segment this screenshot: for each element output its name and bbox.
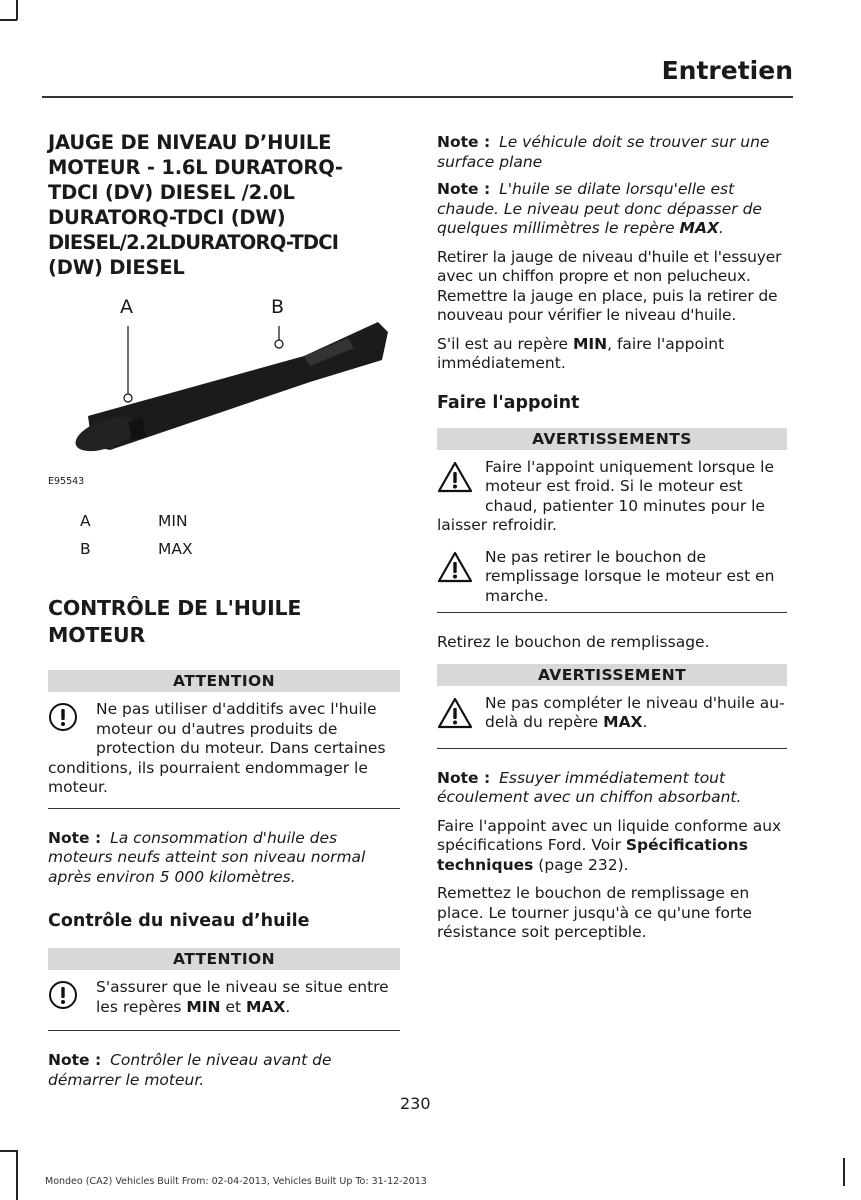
figure-label-a: A bbox=[120, 296, 133, 318]
heading-line: MOTEUR bbox=[48, 623, 146, 647]
caution-circle-icon bbox=[48, 980, 88, 1020]
attention-body bbox=[48, 700, 400, 798]
attention-body bbox=[48, 978, 400, 1020]
figure-label-b: B bbox=[271, 296, 285, 318]
crop-mark bbox=[0, 1150, 17, 1152]
attention-divider bbox=[48, 808, 400, 809]
legend-value: MIN bbox=[158, 512, 188, 530]
subheading-topping-up: Faire l'appoint bbox=[437, 392, 580, 413]
crop-mark bbox=[16, 0, 18, 20]
text-run: . bbox=[285, 997, 291, 1016]
attention-box bbox=[48, 948, 400, 1031]
heading-line: CONTRÔLE DE L'HUILE bbox=[48, 596, 302, 620]
paragraph: Retirez le bouchon de remplissage. bbox=[437, 633, 710, 651]
warning-divider bbox=[437, 748, 787, 749]
note bbox=[437, 133, 787, 172]
note-label: Note : bbox=[48, 828, 102, 847]
note-label: Note : bbox=[437, 133, 491, 151]
note-label: Note : bbox=[437, 768, 491, 787]
paragraph: Retirer la jauge de niveau d'huile et l'essuyer avec un chiffon propre et non pelucheux. Remettre la jauge en place, puis la retirer de nouveau pour vérifier le niveau d'huile. bbox=[437, 247, 782, 324]
attention-band: ATTENTION bbox=[48, 948, 400, 970]
note-text: Essuyer immédiatement tout écoulement avec un chiffon absorbant. bbox=[437, 768, 742, 806]
legend-key: B bbox=[80, 540, 91, 558]
legend-value: MAX bbox=[158, 540, 193, 558]
note bbox=[48, 1051, 400, 1090]
note bbox=[437, 180, 787, 239]
keyword-min: MIN bbox=[572, 334, 608, 353]
right-column bbox=[437, 133, 787, 943]
heading-line: DURATORQ-TDCI (DW) bbox=[48, 206, 286, 229]
note-text: Le véhicule doit se trouver sur une surface plane bbox=[437, 133, 770, 171]
legend-row bbox=[48, 511, 400, 531]
note bbox=[437, 769, 787, 808]
attention-band: ATTENTION bbox=[48, 670, 400, 692]
warning-box bbox=[437, 664, 787, 749]
dipstick-illustration bbox=[48, 304, 400, 499]
note-text: L'huile se dilate lorsqu'elle est chaude. Le niveau peut donc dépasser de quelques millimètres le repère bbox=[437, 180, 762, 237]
section-heading-oil-check bbox=[48, 595, 400, 649]
keyword-max: MAX bbox=[603, 713, 643, 731]
keyword-min: MIN bbox=[186, 997, 221, 1016]
heading-line: (DW) DIESEL bbox=[48, 256, 185, 279]
warning-text: Ne pas retirer le bouchon de remplissage lorsque le moteur est en marche. bbox=[485, 547, 775, 605]
crop-mark bbox=[0, 19, 17, 21]
warning-triangle-icon bbox=[437, 550, 477, 590]
text-run: Ne pas compléter le niveau d'huile au-delà du repère bbox=[485, 693, 785, 731]
crop-mark bbox=[16, 1150, 18, 1200]
dipstick-figure bbox=[48, 296, 400, 499]
left-column bbox=[48, 130, 400, 1090]
warning-triangle-icon bbox=[437, 460, 477, 500]
heading-line: MOTEUR - 1.6L DURATORQ- bbox=[48, 156, 343, 179]
caution-circle-icon bbox=[48, 702, 88, 742]
attention-box bbox=[48, 670, 400, 809]
text-run: , faire l'appoint immédiatement. bbox=[437, 334, 725, 372]
warning-triangle-icon bbox=[437, 696, 477, 736]
page-title: Entretien bbox=[661, 56, 793, 85]
warning-item bbox=[437, 458, 787, 536]
section-heading-dipstick bbox=[48, 130, 400, 280]
spec-cross-reference-link[interactable]: Spécifications techniques bbox=[437, 836, 748, 874]
crop-mark bbox=[843, 1158, 845, 1186]
note bbox=[48, 829, 400, 888]
legend bbox=[48, 511, 400, 559]
warning-text bbox=[437, 694, 787, 733]
page-number: 230 bbox=[400, 1094, 431, 1113]
keyword-max: MAX bbox=[246, 997, 286, 1016]
note-label: Note : bbox=[437, 180, 491, 198]
warning-item bbox=[437, 548, 787, 607]
text-run: . bbox=[642, 713, 648, 731]
text-run: S'il est au repère bbox=[437, 334, 573, 353]
warning-band: AVERTISSEMENT bbox=[437, 664, 787, 686]
note-label: Note : bbox=[48, 1051, 102, 1069]
text-run: . bbox=[718, 219, 724, 237]
warning-text: Faire l'appoint uniquement lorsque le moteur est froid. Si le moteur est chaud, patienter 10 minutes pour le laisser refroidir. bbox=[437, 457, 774, 534]
attention-text bbox=[48, 978, 400, 1017]
attention-divider bbox=[48, 1030, 400, 1031]
legend-row bbox=[48, 539, 400, 559]
paragraph: Remettez le bouchon de remplissage en place. Le tourner jusqu'à ce qu'une forte résistance soit perceptible. bbox=[437, 884, 753, 941]
legend-key: A bbox=[80, 512, 91, 530]
text-run: et bbox=[220, 997, 246, 1016]
text-run: (page 232). bbox=[533, 855, 629, 874]
warnings-band: AVERTISSEMENTS bbox=[437, 428, 787, 450]
keyword-max: MAX bbox=[679, 219, 719, 237]
warnings-box bbox=[437, 428, 787, 614]
header-divider bbox=[42, 96, 793, 98]
figure-code: E95543 bbox=[48, 476, 85, 487]
text-run: S'assurer que le niveau se situe entre les repères bbox=[96, 978, 389, 1016]
paragraph bbox=[437, 335, 787, 374]
warnings-divider bbox=[437, 612, 787, 613]
attention-text: Ne pas utiliser d'additifs avec l'huile moteur ou d'autres produits de protection du moteur. Dans certaines conditions, ils pourraient endommager le moteur. bbox=[48, 700, 386, 796]
footer-text: Mondeo (CA2) Vehicles Built From: 02-04-2013, Vehicles Built Up To: 31-12-2013 bbox=[45, 1176, 427, 1187]
subheading-level-check: Contrôle du niveau d’huile bbox=[48, 911, 310, 931]
heading-line: JAUGE DE NIVEAU D’HUILE bbox=[48, 131, 332, 154]
text-run: Faire l'appoint avec un liquide conforme aux spécifications Ford. Voir bbox=[437, 816, 782, 854]
note-text: La consommation d'huile des moteurs neufs atteint son niveau normal après environ 5 000 kilomètres. bbox=[48, 828, 366, 886]
heading-line: TDCI (DV) DIESEL /2.0L bbox=[48, 181, 295, 204]
heading-line: DIESEL/2.2LDURATORQ-TDCI bbox=[48, 231, 339, 254]
warning-item bbox=[437, 694, 787, 736]
note-text: Contrôler le niveau avant de démarrer le moteur. bbox=[48, 1051, 332, 1089]
paragraph bbox=[437, 817, 787, 876]
